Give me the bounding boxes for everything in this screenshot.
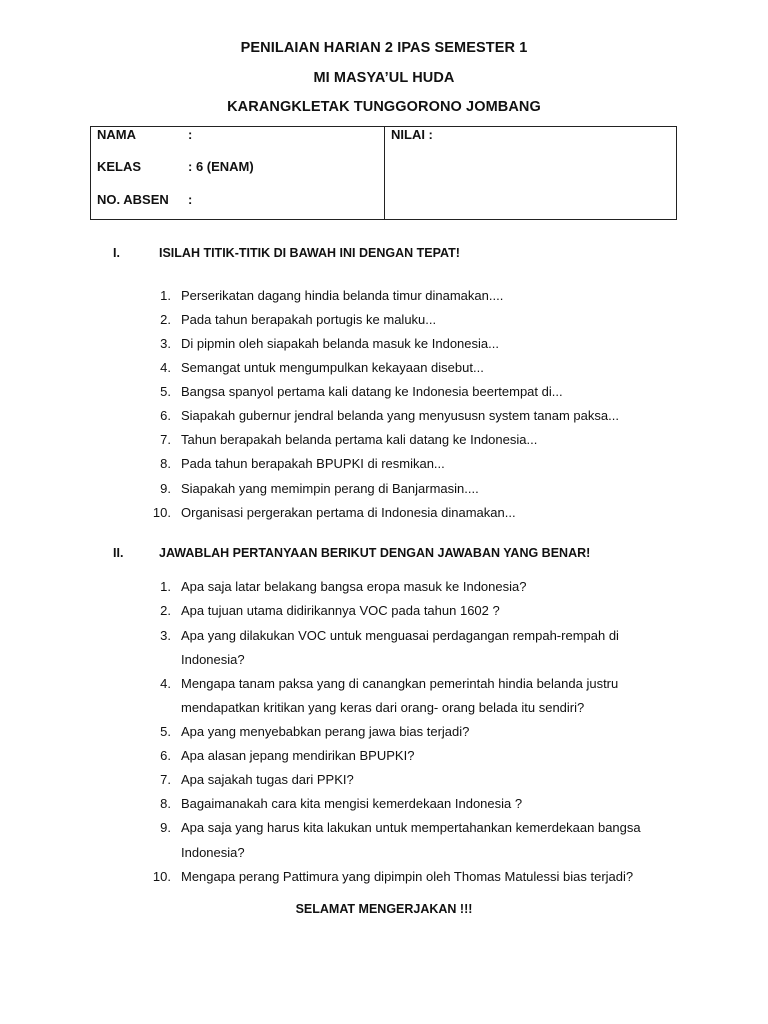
item-number: 2. [160,312,171,327]
item-number: 10. [152,505,171,520]
item-text: Mengapa tanam paksa yang di canangkan pemerintah hindia belanda justru [181,676,619,691]
item-text: Apa tujuan utama didirikannya VOC pada tahun 1602 ? [181,603,500,618]
section-2-numeral: II. [113,546,124,560]
item-number: 7. [160,772,171,787]
item-text: Pada tahun berapakah BPUPKI di resmikan... [181,456,445,471]
kelas-value: : 6 (ENAM) [188,159,254,174]
nilai-label: NILAI : [391,127,433,142]
item-number: 6. [160,748,171,763]
student-identity-box [90,126,677,220]
item-text: Semangat untuk mengumpulkan kekayaan disebut... [181,360,484,375]
item-number: 2. [160,603,171,618]
item-text: Apa yang dilakukan VOC untuk menguasai perdagangan rempah-rempah di [181,628,619,643]
item-number: 6. [160,408,171,423]
item-number: 3. [160,336,171,351]
item-text: Apa saja yang harus kita lakukan untuk mempertahankan kemerdekaan bangsa [181,820,641,835]
exam-title: PENILAIAN HARIAN 2 IPAS SEMESTER 1 [240,40,528,56]
item-text: Tahun berapakah belanda pertama kali datang ke Indonesia... [181,432,538,447]
item-text: Apa yang menyebabkan perang jawa bias terjadi? [181,724,470,739]
section-1-title: ISILAH TITIK-TITIK DI BAWAH INI DENGAN TEPAT! [159,246,460,260]
item-number: 8. [160,796,171,811]
item-text: Perserikatan dagang hindia belanda timur dinamakan.... [181,288,504,303]
item-number: 3. [160,628,171,643]
item-number: 5. [160,724,171,739]
item-text: Di pipmin oleh siapakah belanda masuk ke Indonesia... [181,336,499,351]
section-1-numeral: I. [113,246,120,260]
item-number: 1. [160,579,171,594]
section-2-title: JAWABLAH PERTANYAAN BERIKUT DENGAN JAWABAN YANG BENAR! [159,546,591,560]
closing-message: SELAMAT MENGERJAKAN !!! [295,902,473,916]
item-text: Apa alasan jepang mendirikan BPUPKI? [181,748,415,763]
absen-value: : [188,192,193,207]
item-text: Siapakah yang memimpin perang di Banjarmasin.... [181,481,479,496]
school-name: MI MASYA’UL HUDA [313,70,455,86]
item-text: Siapakah gubernur jendral belanda yang menyususn system tanam paksa... [181,408,619,423]
item-number: 9. [160,481,171,496]
school-address: KARANGKLETAK TUNGGORONO JOMBANG [227,99,541,115]
item-text: Apa saja latar belakang bangsa eropa masuk ke Indonesia? [181,579,527,594]
box-divider [384,127,385,219]
item-number: 4. [160,676,171,691]
item-number: 10. [152,869,171,884]
nama-label: NAMA [97,127,136,142]
item-text: Bangsa spanyol pertama kali datang ke Indonesia beertempat di... [181,384,563,399]
item-text: Mengapa perang Pattimura yang dipimpin oleh Thomas Matulessi bias terjadi? [181,869,634,884]
kelas-label: KELAS [97,159,142,174]
nama-value: : [188,127,193,142]
item-number: 7. [160,432,171,447]
item-text: Indonesia? [181,845,245,860]
item-text: Indonesia? [181,652,245,667]
item-text: Pada tahun berapakah portugis ke maluku... [181,312,437,327]
item-text: Bagaimanakah cara kita mengisi kemerdekaan Indonesia ? [181,796,523,811]
item-number: 5. [160,384,171,399]
item-number: 4. [160,360,171,375]
item-number: 9. [160,820,171,835]
absen-label: NO. ABSEN [97,192,169,207]
item-text: mendapatkan kritikan yang keras dari orang- orang belada itu sendiri? [181,700,585,715]
item-number: 1. [160,288,171,303]
item-text: Apa sajakah tugas dari PPKI? [181,772,354,787]
item-number: 8. [160,456,171,471]
item-text: Organisasi pergerakan pertama di Indonesia dinamakan... [181,505,516,520]
